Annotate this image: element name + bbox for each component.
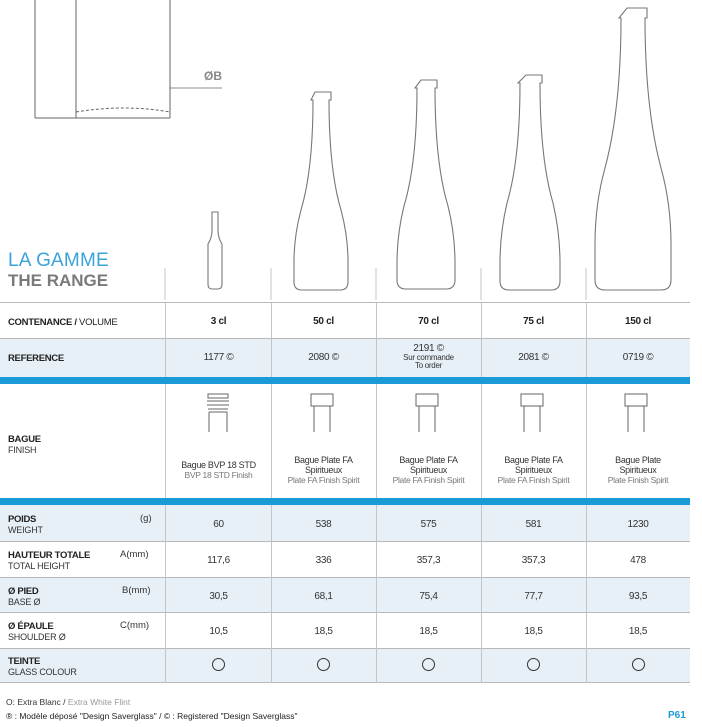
height-cell: 336 [315, 555, 332, 566]
column-divider [586, 303, 587, 377]
base-cell: 30,5 [209, 591, 228, 602]
column-divider [586, 505, 587, 683]
column-divider [586, 384, 587, 498]
height-cell: 357,3 [416, 555, 441, 566]
column-divider [376, 384, 377, 498]
shoulder-cell: 18,5 [524, 626, 543, 637]
weight-cell: 575 [420, 519, 437, 530]
column-divider [271, 303, 272, 377]
extra-white-flint-icon [212, 658, 225, 671]
finish-name-line2: Spiritueux [304, 465, 343, 475]
finish-label-en: FINISH [8, 445, 37, 455]
colour-label-en: GLASS COLOUR [8, 667, 77, 677]
trademark-note: ® : Modèle déposé "Design Saverglass" / © : Registered "Design Saverglass" [6, 711, 298, 721]
extra-white-flint-icon [422, 658, 435, 671]
shoulder-cell: 18,5 [419, 626, 438, 637]
colour-cell [376, 658, 481, 674]
technical-drawing [35, 0, 222, 118]
finish-name: Bague BVP 18 STD [181, 460, 256, 470]
section-divider-bar [0, 498, 690, 505]
base-cell: 75,4 [419, 591, 438, 602]
volume-cell: 70 cl [418, 316, 439, 327]
weight-label-fr: POIDS [8, 514, 37, 525]
reference-cell [376, 343, 481, 370]
reference-value: 2191 © [413, 343, 444, 354]
colour-cell [481, 658, 586, 674]
finish-name: Bague Plate FA [504, 455, 563, 465]
extra-white-flint-icon [317, 658, 330, 671]
finish-plate-icon [308, 392, 336, 436]
colour-legend [6, 697, 130, 707]
height-cell: 478 [630, 555, 646, 566]
column-divider [165, 384, 166, 498]
reference-note-fr: Sur commande [403, 353, 454, 362]
colour-label-fr: TEINTE [8, 656, 40, 667]
shoulder-cell: 18,5 [628, 626, 648, 637]
finish-label-fr: BAGUE [8, 434, 41, 445]
weight-cell: 581 [525, 519, 542, 530]
height-cell: 117,6 [207, 555, 230, 566]
colour-cell [271, 658, 376, 674]
reference-cell [166, 352, 271, 363]
range-title-en: THE RANGE [8, 271, 109, 290]
diameter-b-label: ØB [204, 69, 222, 83]
section-divider-bar [0, 377, 690, 384]
finish-plate-icon [518, 392, 546, 436]
finish-name: Bague Plate [615, 455, 661, 465]
finish-cell [376, 455, 481, 485]
reference-cell [271, 352, 376, 363]
height-cell: 357,3 [521, 555, 546, 566]
column-divider [376, 303, 377, 377]
column-divider [165, 505, 166, 683]
volume-label [8, 317, 117, 328]
extra-white-flint-icon [632, 658, 645, 671]
weight-cell: 538 [315, 519, 332, 530]
column-divider [165, 303, 166, 377]
legend-en: Extra White Flint [67, 697, 131, 707]
bottle-150cl-drawing [595, 8, 671, 290]
bottle-3cl-drawing [208, 212, 222, 289]
reference-cell [481, 352, 586, 363]
reference-value: 2080 © [308, 352, 339, 363]
volume-cell: 50 cl [313, 316, 334, 327]
legend-symbol: O [6, 697, 13, 707]
finish-name-en: Plate FA Finish Spirit [497, 475, 570, 485]
finish-plate-icon [413, 392, 441, 436]
colour-cell [586, 658, 690, 674]
finish-cell [481, 455, 586, 485]
base-cell: 77,7 [524, 591, 543, 602]
volume-cell: 3 cl [210, 316, 227, 327]
finish-name-line2: Spiritueux [619, 465, 657, 475]
column-divider [481, 505, 482, 683]
finish-cell [166, 460, 271, 480]
reference-value: 0719 © [622, 352, 654, 363]
bottle-50cl-drawing [294, 92, 348, 290]
finish-name-en: Plate Finish Spirit [607, 475, 669, 485]
weight-unit: (g) [140, 513, 152, 524]
colour-cell [166, 658, 271, 674]
base-cell: 68,1 [314, 591, 333, 602]
page-number: P61 [668, 710, 686, 721]
finish-name: Bague Plate FA [294, 455, 353, 465]
finish-name-line2: Spiritueux [409, 465, 448, 475]
weight-cell: 1230 [627, 519, 649, 530]
range-title-fr: LA GAMME [8, 250, 109, 271]
base-cell: 93,5 [628, 591, 648, 602]
bottle-70cl-drawing [397, 80, 455, 289]
finish-cell [586, 455, 690, 485]
weight-label-en: WEIGHT [8, 525, 43, 535]
volume-cell: 75 cl [523, 316, 544, 327]
finish-name-en: Plate FA Finish Spirit [392, 475, 465, 485]
finish-name-en: Plate FA Finish Spirit [287, 475, 360, 485]
column-divider [376, 505, 377, 683]
volume-label-en: VOLUME [76, 317, 118, 328]
reference-value: 1177 © [203, 352, 234, 363]
shoulder-label-en: SHOULDER Ø [8, 632, 66, 642]
volume-cell: 150 cl [624, 316, 651, 327]
base-label-en: BASE Ø [8, 597, 41, 607]
shoulder-cell: 18,5 [314, 626, 333, 637]
weight-cell: 60 [213, 519, 224, 530]
finish-screw-icon [204, 392, 232, 436]
base-label-fr: Ø PIED [8, 586, 39, 597]
shoulder-unit: C(mm) [120, 620, 150, 631]
finish-name-en: BVP 18 STD Finish [184, 470, 253, 480]
shoulder-label-fr: Ø ÉPAULE [8, 621, 54, 632]
reference-cell [586, 352, 690, 363]
finish-cell [271, 455, 376, 485]
reference-label: REFERENCE [8, 353, 64, 364]
finish-name-line2: Spiritueux [514, 465, 553, 475]
reference-note-en: To order [415, 361, 442, 370]
height-label-fr: HAUTEUR TOTALE [8, 550, 91, 561]
reference-value: 2081 © [518, 352, 549, 363]
extra-white-flint-icon [527, 658, 540, 671]
column-divider [271, 384, 272, 498]
column-divider [481, 303, 482, 377]
base-unit: B(mm) [122, 585, 151, 596]
legend-fr: : Extra Blanc / [12, 697, 68, 707]
column-divider [271, 505, 272, 683]
height-unit: A(mm) [120, 549, 149, 560]
height-label-en: TOTAL HEIGHT [8, 561, 70, 571]
shoulder-cell: 10,5 [209, 626, 228, 637]
finish-plate-icon [622, 392, 650, 436]
bottle-75cl-drawing [500, 75, 560, 290]
finish-name: Bague Plate FA [399, 455, 458, 465]
column-divider [481, 384, 482, 498]
volume-label-fr: CONTENANCE / [8, 317, 77, 328]
